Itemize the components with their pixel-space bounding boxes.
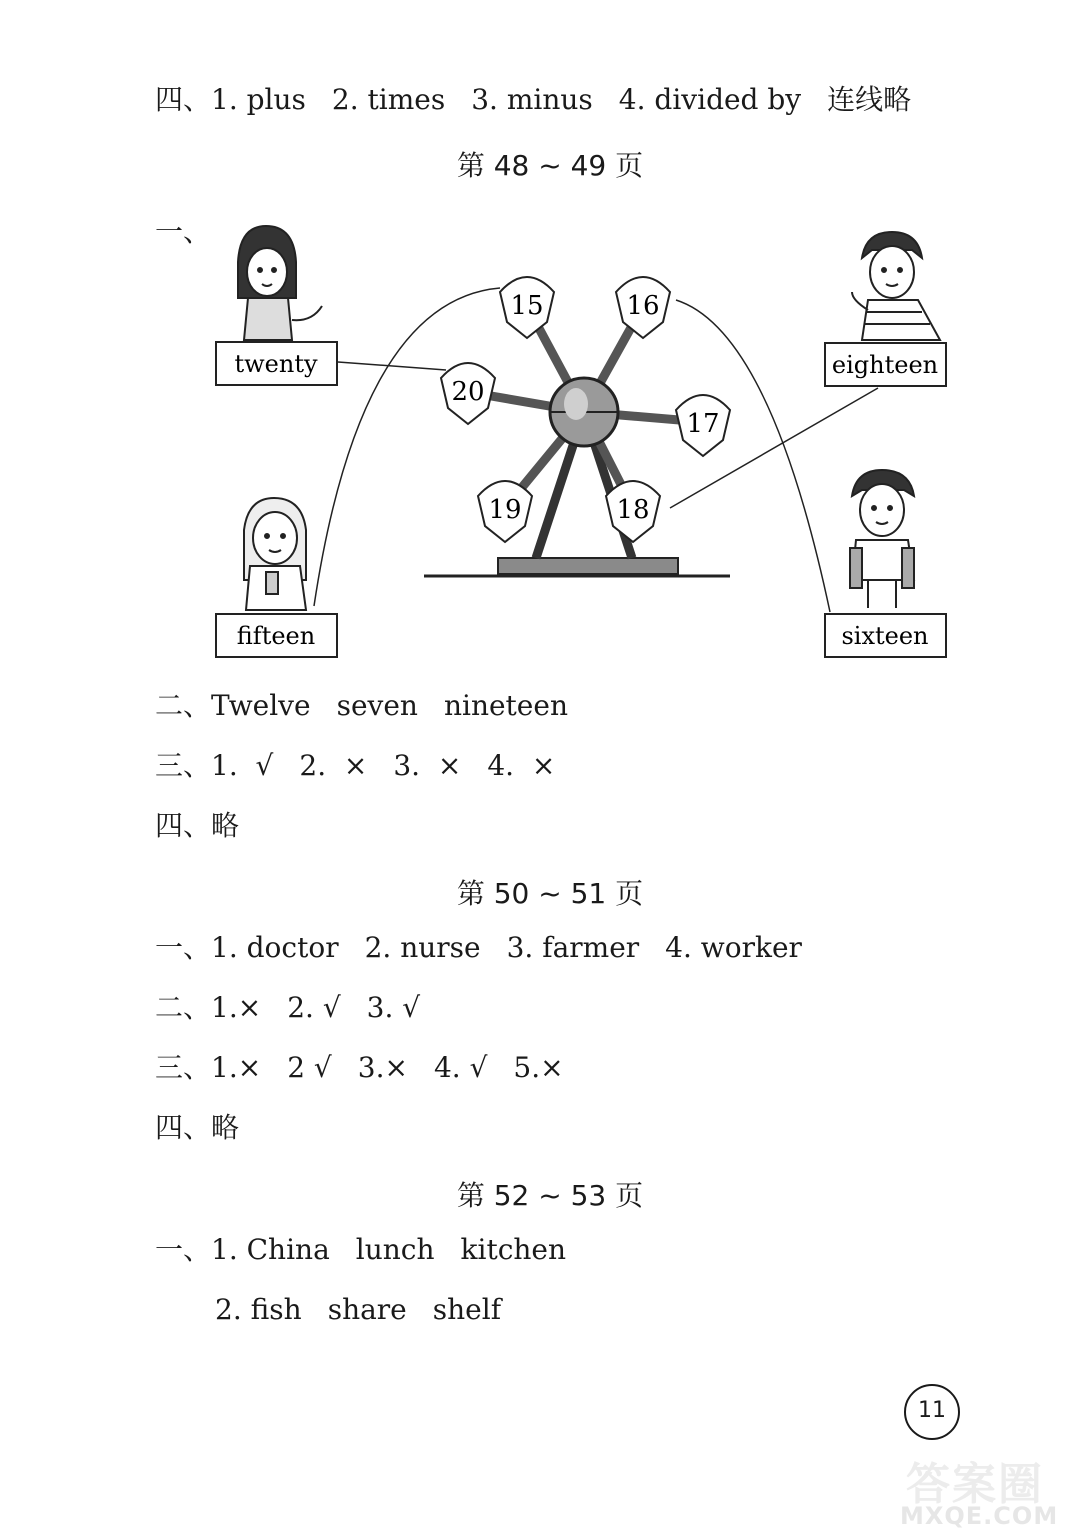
answer-item: 连线略 xyxy=(827,83,912,116)
question-prefix: 二、 xyxy=(155,689,212,722)
answer-item: kitchen xyxy=(460,1233,567,1266)
question-prefix: 四、 xyxy=(155,809,212,842)
boy-illustration-right-top xyxy=(852,232,940,340)
car-number: 19 xyxy=(488,495,522,525)
question-prefix: 三、 xyxy=(155,1051,212,1084)
answer-item: shelf xyxy=(432,1293,502,1326)
answer-item: 2 √ xyxy=(287,1051,332,1084)
page-number: 11 xyxy=(904,1384,960,1440)
question-prefix: 二、 xyxy=(155,991,212,1024)
car-16 xyxy=(616,277,670,338)
ferris-wheel-matching-figure xyxy=(0,0,1073,680)
answer-item: 3. × xyxy=(393,749,462,782)
question-prefix: 一、 xyxy=(155,1233,212,1266)
question-prefix: 四、 xyxy=(155,83,212,116)
answer-line-two xyxy=(155,689,568,722)
answer-item: 1.× xyxy=(211,991,262,1024)
watermark-url: MXQE.COM xyxy=(900,1502,1059,1530)
answer-item: 3.× xyxy=(357,1051,408,1084)
car-number: 20 xyxy=(451,377,485,407)
boy-illustration-right-bottom xyxy=(850,470,914,608)
answer-item: 1. plus xyxy=(211,83,306,116)
watermark-logo xyxy=(900,1448,1070,1536)
car-number: 15 xyxy=(510,291,544,321)
section-heading: 第 52 ~ 53 页 xyxy=(456,1179,644,1212)
watermark-logo-text: 答案圈 xyxy=(906,1459,1044,1510)
answer-item: 4. divided by xyxy=(618,83,802,116)
girl-illustration-left-bottom xyxy=(244,498,306,610)
answer-item: 4. × xyxy=(487,749,556,782)
car-18 xyxy=(606,481,660,542)
answer-item: 3. √ xyxy=(366,991,421,1024)
answer-line-one xyxy=(155,931,802,964)
car-15 xyxy=(500,277,554,338)
answer-line-three xyxy=(155,749,556,782)
answer-item: 2. times xyxy=(331,83,446,116)
answer-line-one-row-two xyxy=(215,1293,502,1326)
answer-line-four xyxy=(155,809,240,842)
answer-item: 2. fish xyxy=(215,1293,302,1326)
answer-item: 3. minus xyxy=(471,83,593,116)
answer-item: 1. China xyxy=(211,1233,330,1266)
car-number: 17 xyxy=(686,409,720,439)
car-19 xyxy=(478,481,532,542)
answer-line-one xyxy=(155,1233,567,1266)
answer-item: 5.× xyxy=(513,1051,564,1084)
answer-item: 1. doctor xyxy=(211,931,339,964)
section-heading: 第 48 ~ 49 页 xyxy=(456,149,644,182)
answer-item: 3. farmer xyxy=(506,931,640,964)
label-text: eighteen xyxy=(831,351,939,379)
label-box-eighteen xyxy=(825,343,946,386)
answer-item: 4. √ xyxy=(433,1051,488,1084)
answer-item: lunch xyxy=(355,1233,435,1266)
wheel-base xyxy=(498,558,678,574)
connection-line xyxy=(676,300,830,612)
girl-illustration-left-top xyxy=(238,226,322,340)
answer-item: 略 xyxy=(211,1111,240,1144)
answer-line-three xyxy=(155,1051,564,1084)
answer-item: seven xyxy=(336,689,418,722)
answer-item: 2. nurse xyxy=(364,931,481,964)
car-number: 18 xyxy=(616,495,650,525)
answer-item: share xyxy=(327,1293,407,1326)
car-17 xyxy=(676,395,730,456)
answer-line-four xyxy=(155,1111,240,1144)
answer-item: nineteen xyxy=(443,689,568,722)
question-prefix: 三、 xyxy=(155,749,212,782)
connection-line xyxy=(338,362,446,370)
label-text: sixteen xyxy=(841,622,929,650)
label-box-sixteen xyxy=(825,614,946,657)
label-text: fifteen xyxy=(236,622,316,650)
answer-item: 1.× xyxy=(211,1051,262,1084)
answer-item: 4. worker xyxy=(665,931,802,964)
connection-line xyxy=(314,288,500,606)
section-heading: 第 50 ~ 51 页 xyxy=(456,877,644,910)
question-prefix: 四、 xyxy=(155,1111,212,1144)
label-box-twenty xyxy=(216,342,337,385)
question-prefix: 一、 xyxy=(155,215,212,248)
car-number: 16 xyxy=(626,291,660,321)
question-prefix: 一、 xyxy=(155,931,212,964)
answer-item: 2. × xyxy=(299,749,368,782)
answer-item: 2. √ xyxy=(287,991,341,1024)
label-box-fifteen xyxy=(216,614,337,657)
car-20 xyxy=(441,363,495,424)
answer-item: 1. √ xyxy=(211,749,274,782)
answer-item: 略 xyxy=(211,809,240,842)
label-text: twenty xyxy=(234,350,318,378)
answer-item: Twelve xyxy=(211,689,311,722)
answer-line-two xyxy=(155,991,421,1024)
